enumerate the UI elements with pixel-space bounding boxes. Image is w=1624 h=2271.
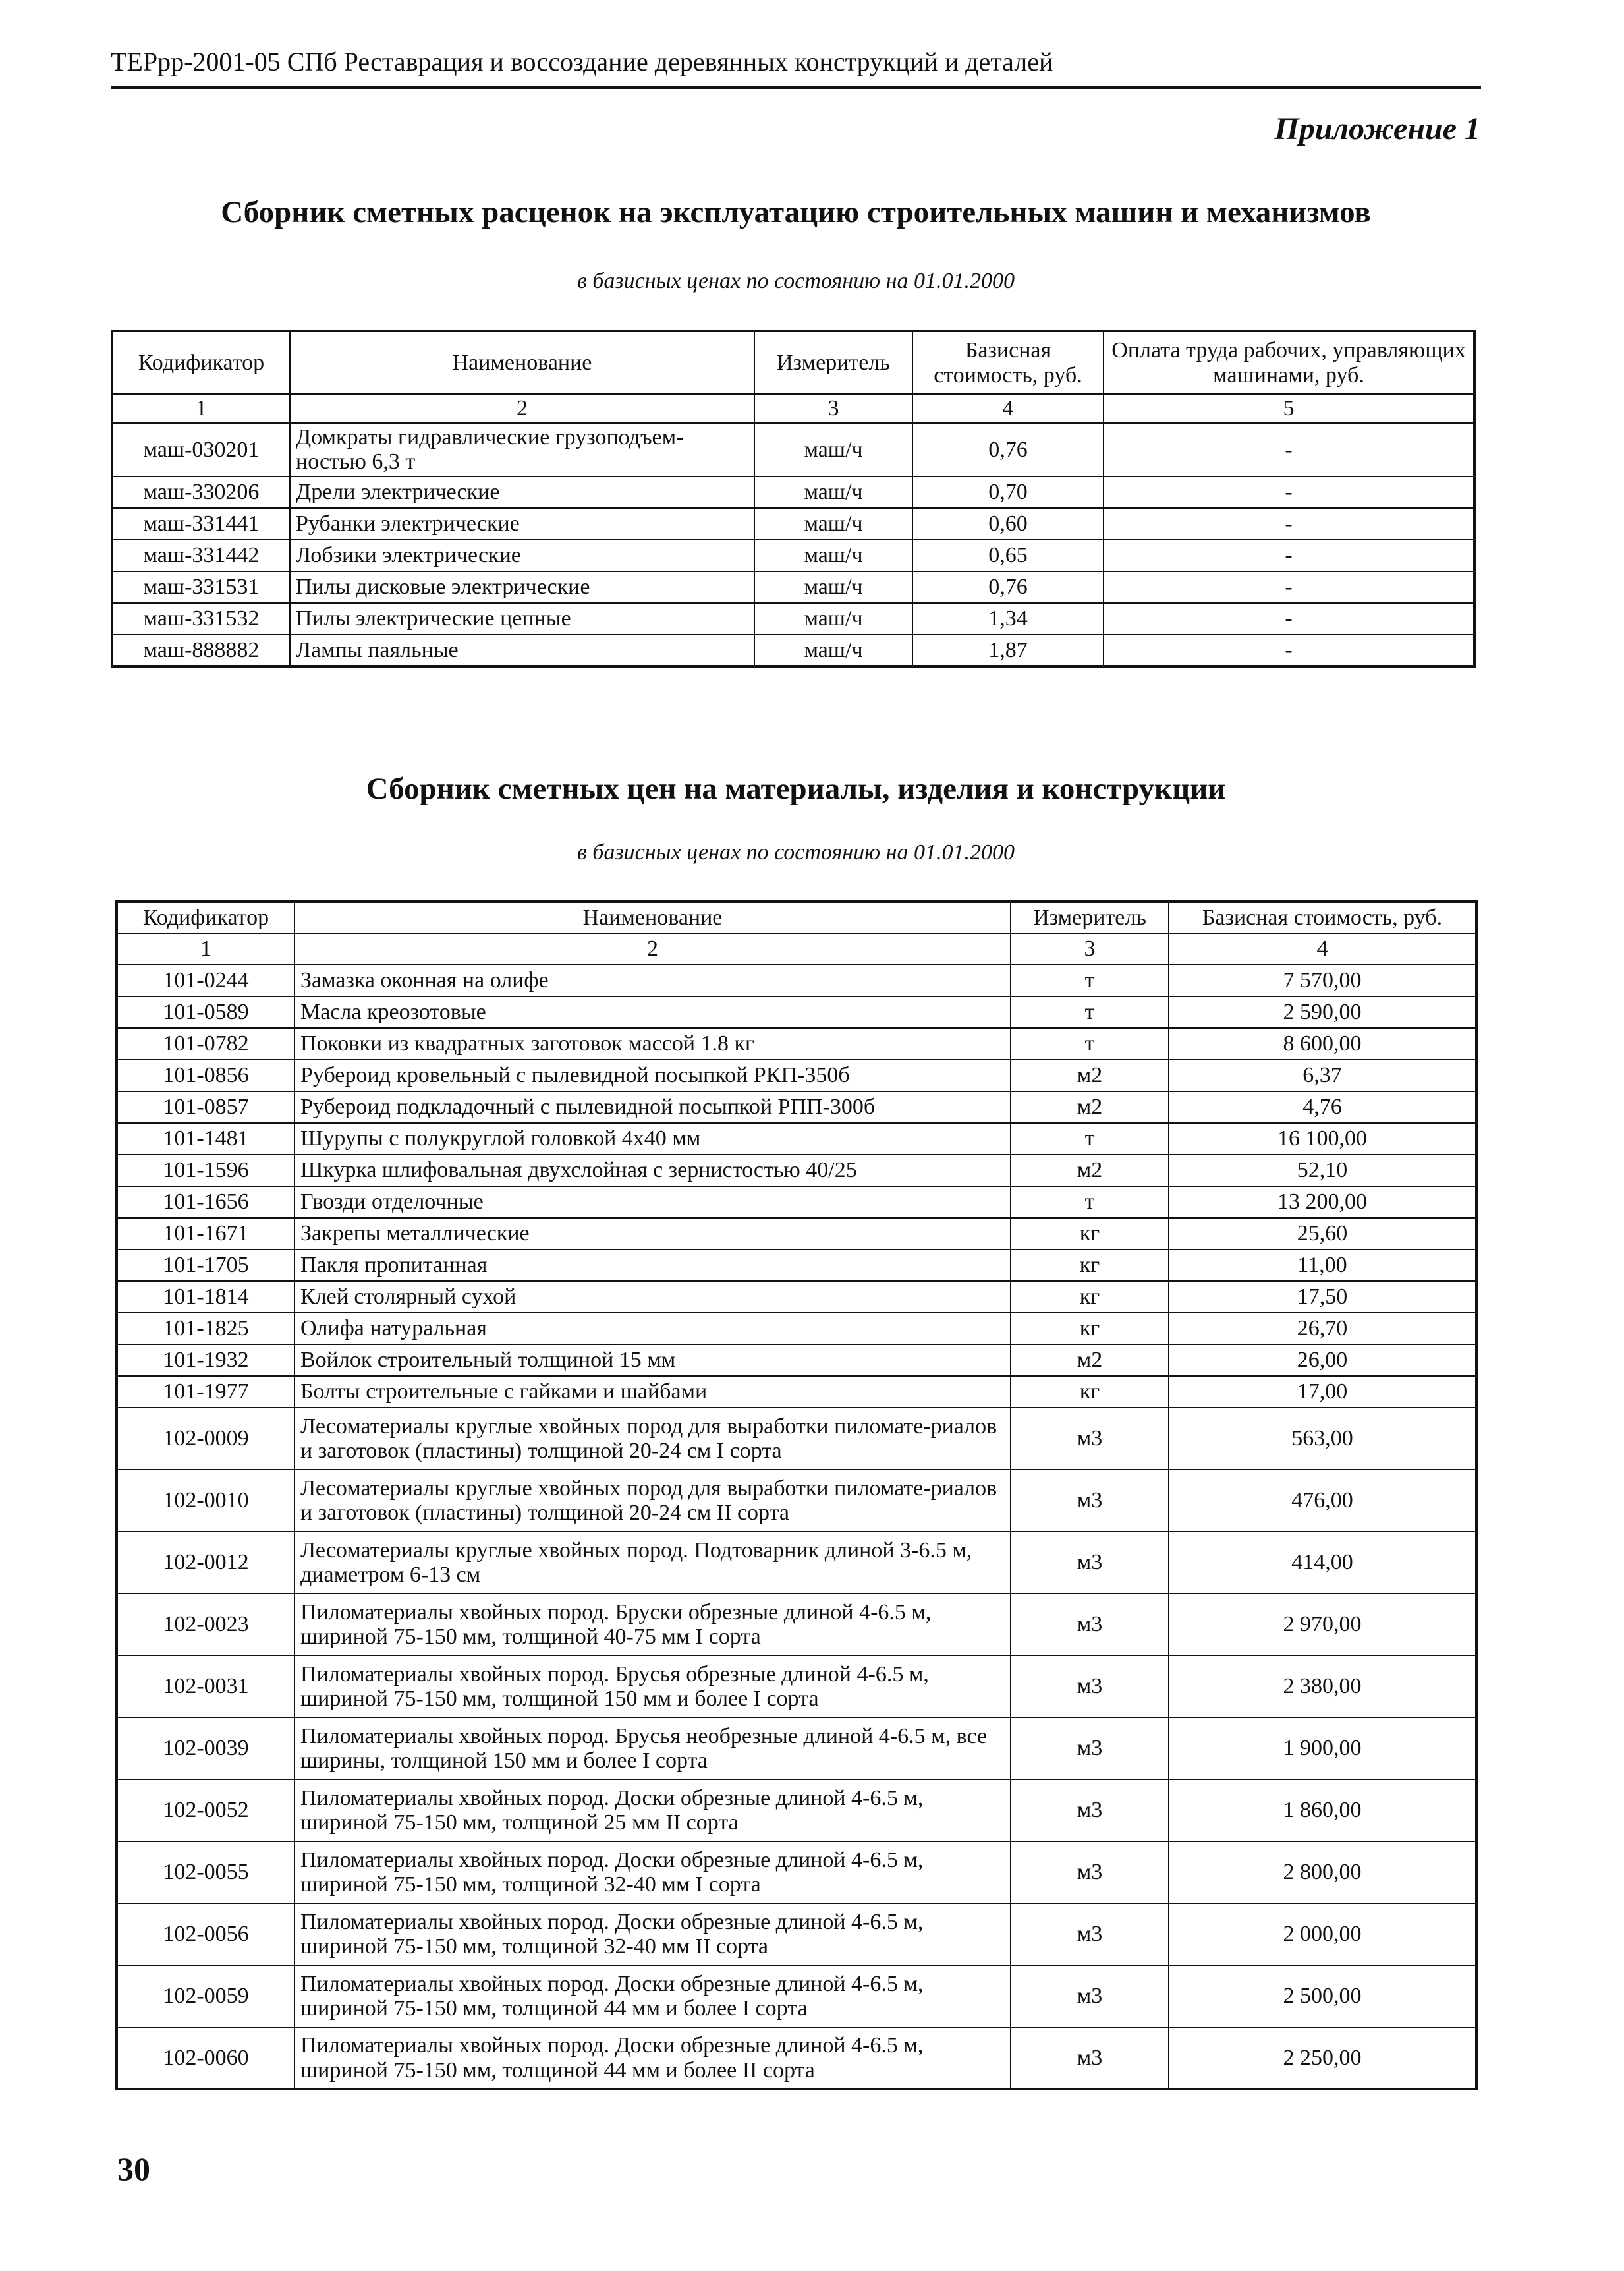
table-row — [117, 1470, 1476, 1532]
table-row — [117, 1965, 1476, 2027]
cell-code: маш-331441 — [112, 508, 290, 540]
cell-unit: т — [1011, 996, 1169, 1028]
cell-code: 102-0056 — [117, 1903, 294, 1965]
materials-table — [115, 900, 1478, 2090]
cell-code: 102-0012 — [117, 1532, 294, 1594]
cell-code: маш-030201 — [112, 423, 290, 476]
cell-wage: - — [1104, 540, 1474, 571]
col-header-name: Наименование — [294, 902, 1011, 933]
table-row — [117, 1655, 1476, 1717]
cell-code: 102-0052 — [117, 1779, 294, 1841]
cell-name: Пилы дисковые электрические — [290, 571, 754, 603]
cell-name: Войлок строительный толщиной 15 мм — [294, 1344, 1011, 1376]
cell-unit: м2 — [1011, 1344, 1169, 1376]
cell-wage: - — [1104, 476, 1474, 508]
cell-unit: м3 — [1011, 1965, 1169, 2027]
cell-code: 101-0856 — [117, 1060, 294, 1091]
machines-table-body — [112, 423, 1474, 666]
cell-price: 7 570,00 — [1169, 965, 1476, 996]
column-number-row — [117, 933, 1476, 965]
table-row — [117, 1186, 1476, 1218]
cell-wage: - — [1104, 603, 1474, 635]
cell-unit: м3 — [1011, 1408, 1169, 1470]
col-header-code: Кодификатор — [117, 902, 294, 933]
cell-code: 101-1932 — [117, 1344, 294, 1376]
cell-price: 2 380,00 — [1169, 1655, 1476, 1717]
col-number: 2 — [290, 394, 754, 423]
cell-code: 101-0857 — [117, 1091, 294, 1123]
col-number: 3 — [1011, 933, 1169, 965]
table-row — [117, 1313, 1476, 1344]
cell-code: маш-330206 — [112, 476, 290, 508]
cell-unit: маш/ч — [754, 540, 912, 571]
table-row — [117, 1779, 1476, 1841]
table-row — [112, 603, 1474, 635]
col-header-name: Наименование — [290, 331, 754, 394]
col-number: 3 — [754, 394, 912, 423]
table-row — [117, 1091, 1476, 1123]
cell-name: Пиломатериалы хвойных пород. Доски обрезные длиной 4-6.5 м, шириной 75-150 мм, толщиной 32-40 мм I сорта — [294, 1841, 1011, 1903]
cell-price: 52,10 — [1169, 1155, 1476, 1186]
cell-price: 1,87 — [912, 635, 1104, 666]
cell-name: Масла креозотовые — [294, 996, 1011, 1028]
materials-section-subtitle: в базисных ценах по состоянию на 01.01.2000 — [576, 840, 1015, 865]
cell-name: Болты строительные с гайками и шайбами — [294, 1376, 1011, 1408]
cell-code: 101-0244 — [117, 965, 294, 996]
cell-unit: маш/ч — [754, 423, 912, 476]
cell-unit: м2 — [1011, 1155, 1169, 1186]
cell-name: Пиломатериалы хвойных пород. Доски обрезные длиной 4-6.5 м, шириной 75-150 мм, толщиной 44 мм и более II сорта — [294, 2027, 1011, 2089]
cell-name: Пиломатериалы хвойных пород. Доски обрезные длиной 4-6.5 м, шириной 75-150 мм, толщиной 32-40 мм II сорта — [294, 1903, 1011, 1965]
cell-wage: - — [1104, 571, 1474, 603]
col-header-price: Базисная стоимость, руб. — [1169, 902, 1476, 933]
cell-unit: м3 — [1011, 1532, 1169, 1594]
cell-code: маш-331442 — [112, 540, 290, 571]
machines-section-subtitle: в базисных ценах по состоянию на 01.01.2000 — [576, 269, 1015, 293]
cell-code: маш-331532 — [112, 603, 290, 635]
cell-name: Лесоматериалы круглые хвойных пород. Подтоварник длиной 3-6.5 м, диаметром 6-13 см — [294, 1532, 1011, 1594]
cell-code: маш-888882 — [112, 635, 290, 666]
cell-wage: - — [1104, 635, 1474, 666]
table-row — [117, 1532, 1476, 1594]
cell-code: 101-1977 — [117, 1376, 294, 1408]
cell-name: Пиломатериалы хвойных пород. Брусья необрезные длиной 4-6.5 м, все ширины, толщиной 150 мм и более I сорта — [294, 1717, 1011, 1779]
cell-code: 102-0010 — [117, 1470, 294, 1532]
cell-name: Домкраты гидравлические грузоподъем-ностью 6,3 т — [290, 423, 754, 476]
table-header-row — [117, 902, 1476, 933]
cell-code: 101-0782 — [117, 1028, 294, 1060]
cell-code: 101-1705 — [117, 1250, 294, 1281]
cell-name: Пилы электрические цепные — [290, 603, 754, 635]
cell-code: 101-1656 — [117, 1186, 294, 1218]
table-row — [117, 1028, 1476, 1060]
cell-price: 8 600,00 — [1169, 1028, 1476, 1060]
cell-price: 2 500,00 — [1169, 1965, 1476, 2027]
col-header-wage: Оплата труда рабочих, управляющих машинами, руб. — [1104, 331, 1474, 394]
table-row — [112, 508, 1474, 540]
cell-code: 101-1481 — [117, 1123, 294, 1155]
cell-code: 102-0059 — [117, 1965, 294, 2027]
cell-name: Пиломатериалы хвойных пород. Бруски обрезные длиной 4-6.5 м, шириной 75-150 мм, толщиной 40-75 мм I сорта — [294, 1594, 1011, 1655]
cell-unit: м3 — [1011, 2027, 1169, 2089]
cell-name: Пакля пропитанная — [294, 1250, 1011, 1281]
table-row — [117, 1717, 1476, 1779]
cell-unit: маш/ч — [754, 571, 912, 603]
cell-code: 102-0023 — [117, 1594, 294, 1655]
col-number: 4 — [1169, 933, 1476, 965]
cell-name: Лесоматериалы круглые хвойных пород для выработки пиломате-риалов и заготовок (пластины) толщиной 20-24 см II сорта — [294, 1470, 1011, 1532]
cell-price: 6,37 — [1169, 1060, 1476, 1091]
cell-unit: маш/ч — [754, 508, 912, 540]
col-header-price: Базисная стоимость, руб. — [912, 331, 1104, 394]
col-number: 1 — [117, 933, 294, 965]
cell-unit: м3 — [1011, 1903, 1169, 1965]
table-row — [117, 1218, 1476, 1250]
cell-code: 101-1671 — [117, 1218, 294, 1250]
page-header: ТЕРрр-2001-05 СПб Реставрация и воссоздание деревянных конструкций и деталей — [111, 46, 1481, 89]
cell-price: 1 860,00 — [1169, 1779, 1476, 1841]
cell-code: маш-331531 — [112, 571, 290, 603]
cell-price: 0,65 — [912, 540, 1104, 571]
column-number-row — [112, 394, 1474, 423]
cell-unit: кг — [1011, 1218, 1169, 1250]
cell-price: 4,76 — [1169, 1091, 1476, 1123]
table-row — [117, 996, 1476, 1028]
cell-unit: м3 — [1011, 1717, 1169, 1779]
cell-name: Лесоматериалы круглые хвойных пород для выработки пиломате-риалов и заготовок (пластины) толщиной 20-24 см I сорта — [294, 1408, 1011, 1470]
machines-table — [111, 330, 1476, 668]
cell-unit: маш/ч — [754, 603, 912, 635]
materials-section-title: Сборник сметных цен на материалы, изделия и конструкции — [366, 772, 1226, 806]
cell-price: 563,00 — [1169, 1408, 1476, 1470]
cell-unit: кг — [1011, 1376, 1169, 1408]
cell-name: Олифа натуральная — [294, 1313, 1011, 1344]
cell-unit: м3 — [1011, 1841, 1169, 1903]
cell-name: Клей столярный сухой — [294, 1281, 1011, 1313]
cell-unit: т — [1011, 1186, 1169, 1218]
cell-price: 0,60 — [912, 508, 1104, 540]
table-row — [117, 1903, 1476, 1965]
cell-name: Дрели электрические — [290, 476, 754, 508]
cell-name: Лампы паяльные — [290, 635, 754, 666]
table-row — [112, 571, 1474, 603]
cell-name: Гвозди отделочные — [294, 1186, 1011, 1218]
cell-unit: м3 — [1011, 1655, 1169, 1717]
cell-price: 11,00 — [1169, 1250, 1476, 1281]
cell-name: Пиломатериалы хвойных пород. Брусья обрезные длиной 4-6.5 м, шириной 75-150 мм, толщиной 150 мм и более I сорта — [294, 1655, 1011, 1717]
table-row — [112, 635, 1474, 666]
cell-price: 17,00 — [1169, 1376, 1476, 1408]
cell-price: 2 000,00 — [1169, 1903, 1476, 1965]
col-header-code: Кодификатор — [112, 331, 290, 394]
table-row — [117, 1344, 1476, 1376]
machines-section-title: Сборник сметных расценок на эксплуатацию строительных машин и механизмов — [221, 195, 1371, 229]
cell-price: 13 200,00 — [1169, 1186, 1476, 1218]
cell-name: Пиломатериалы хвойных пород. Доски обрезные длиной 4-6.5 м, шириной 75-150 мм, толщиной 44 мм и более I сорта — [294, 1965, 1011, 2027]
cell-unit: кг — [1011, 1250, 1169, 1281]
cell-code: 101-1814 — [117, 1281, 294, 1313]
cell-unit: м3 — [1011, 1594, 1169, 1655]
cell-price: 0,70 — [912, 476, 1104, 508]
cell-unit: кг — [1011, 1281, 1169, 1313]
cell-unit: т — [1011, 1028, 1169, 1060]
cell-name: Поковки из квадратных заготовок массой 1.8 кг — [294, 1028, 1011, 1060]
cell-price: 26,00 — [1169, 1344, 1476, 1376]
cell-code: 102-0060 — [117, 2027, 294, 2089]
appendix-label: Приложение 1 — [1274, 111, 1480, 146]
table-header-row — [112, 331, 1474, 394]
cell-price: 2 590,00 — [1169, 996, 1476, 1028]
cell-wage: - — [1104, 508, 1474, 540]
table-row — [117, 1594, 1476, 1655]
cell-code: 101-1825 — [117, 1313, 294, 1344]
cell-unit: м2 — [1011, 1091, 1169, 1123]
table-row — [112, 476, 1474, 508]
cell-unit: т — [1011, 965, 1169, 996]
col-number: 5 — [1104, 394, 1474, 423]
col-header-unit: Измеритель — [754, 331, 912, 394]
table-row — [117, 2027, 1476, 2089]
cell-price: 414,00 — [1169, 1532, 1476, 1594]
cell-unit: маш/ч — [754, 476, 912, 508]
cell-name: Шурупы с полукруглой головкой 4х40 мм — [294, 1123, 1011, 1155]
cell-price: 26,70 — [1169, 1313, 1476, 1344]
cell-name: Рубероид подкладочный с пылевидной посыпкой РПП-300б — [294, 1091, 1011, 1123]
cell-code: 102-0055 — [117, 1841, 294, 1903]
cell-price: 2 800,00 — [1169, 1841, 1476, 1903]
cell-unit: кг — [1011, 1313, 1169, 1344]
table-row — [117, 1250, 1476, 1281]
cell-unit: маш/ч — [754, 635, 912, 666]
cell-code: 102-0039 — [117, 1717, 294, 1779]
cell-name: Замазка оконная на олифе — [294, 965, 1011, 996]
cell-price: 2 250,00 — [1169, 2027, 1476, 2089]
cell-name: Рубероид кровельный с пылевидной посыпкой РКП-350б — [294, 1060, 1011, 1091]
cell-price: 25,60 — [1169, 1218, 1476, 1250]
table-row — [117, 1123, 1476, 1155]
materials-table-body — [117, 965, 1476, 2089]
table-row — [117, 1376, 1476, 1408]
table-row — [112, 540, 1474, 571]
page-number: 30 — [117, 2150, 150, 2187]
table-row — [117, 1155, 1476, 1186]
table-row — [117, 1841, 1476, 1903]
cell-unit: м3 — [1011, 1470, 1169, 1532]
cell-price: 1,34 — [912, 603, 1104, 635]
table-row — [112, 423, 1474, 476]
cell-name: Рубанки электрические — [290, 508, 754, 540]
table-row — [117, 965, 1476, 996]
cell-price: 0,76 — [912, 571, 1104, 603]
cell-unit: м3 — [1011, 1779, 1169, 1841]
cell-price: 476,00 — [1169, 1470, 1476, 1532]
col-header-unit: Измеритель — [1011, 902, 1169, 933]
cell-name: Лобзики электрические — [290, 540, 754, 571]
cell-price: 2 970,00 — [1169, 1594, 1476, 1655]
col-number: 1 — [112, 394, 290, 423]
cell-name: Пиломатериалы хвойных пород. Доски обрезные длиной 4-6.5 м, шириной 75-150 мм, толщиной 25 мм II сорта — [294, 1779, 1011, 1841]
cell-code: 102-0031 — [117, 1655, 294, 1717]
table-row — [117, 1281, 1476, 1313]
col-number: 4 — [912, 394, 1104, 423]
cell-name: Шкурка шлифовальная двухслойная с зернистостью 40/25 — [294, 1155, 1011, 1186]
cell-price: 1 900,00 — [1169, 1717, 1476, 1779]
table-row — [117, 1060, 1476, 1091]
cell-code: 101-0589 — [117, 996, 294, 1028]
cell-price: 16 100,00 — [1169, 1123, 1476, 1155]
col-number: 2 — [294, 933, 1011, 965]
cell-unit: м2 — [1011, 1060, 1169, 1091]
cell-wage: - — [1104, 423, 1474, 476]
cell-price: 0,76 — [912, 423, 1104, 476]
cell-name: Закрепы металлические — [294, 1218, 1011, 1250]
cell-code: 102-0009 — [117, 1408, 294, 1470]
table-row — [117, 1408, 1476, 1470]
cell-code: 101-1596 — [117, 1155, 294, 1186]
cell-unit: т — [1011, 1123, 1169, 1155]
cell-price: 17,50 — [1169, 1281, 1476, 1313]
